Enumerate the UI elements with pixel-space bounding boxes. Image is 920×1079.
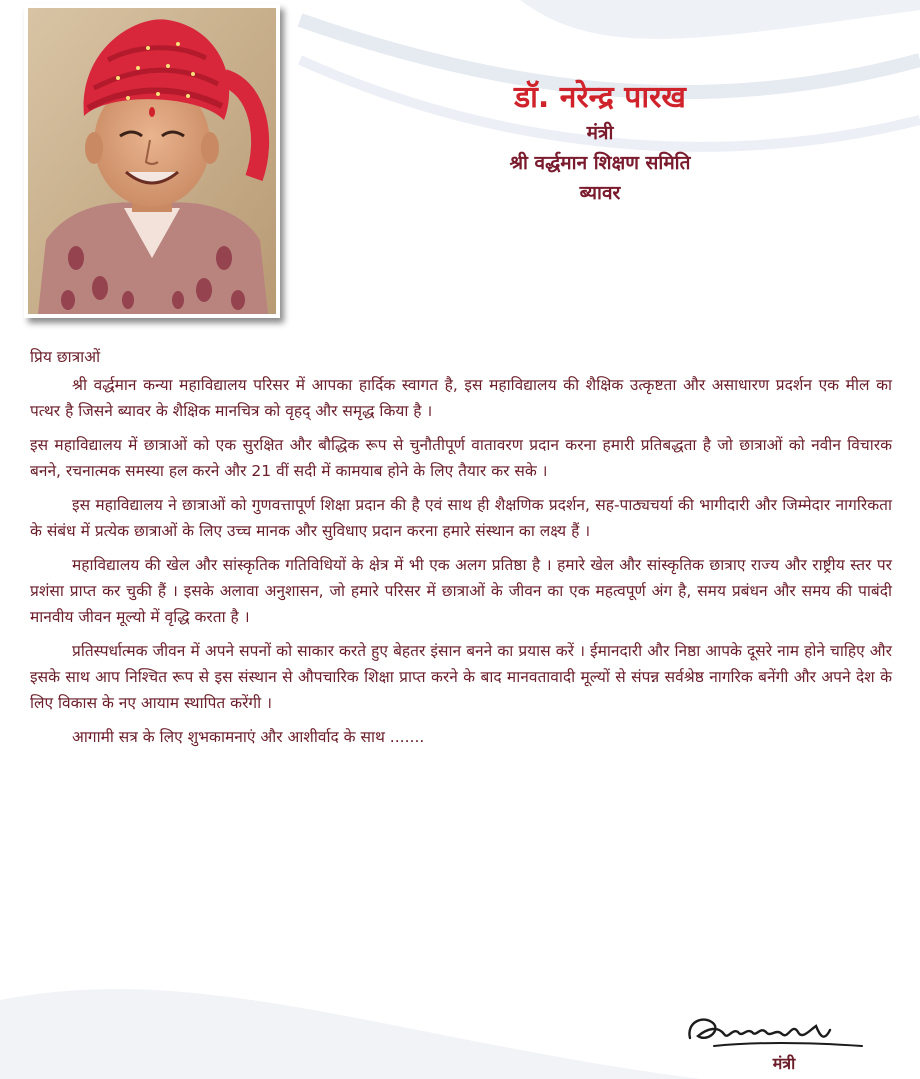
city-name: ब्यावर [579,182,621,204]
signature-designation: मंत्री [772,1054,796,1073]
paragraph-3: इस महाविद्यालय ने छात्राओं को गुणवत्तापूर्ण शिक्षा प्रदान की है एवं साथ ही शैक्षणिक प्रदर्शन, सह-पाठ्यचर्या की भागीदारी और जिम्मेदार नागरिकता के संबंध में प्रत्येक छात्राओं के लिए उच्च मानक और सुविधाए प्रदान करना हमारे संस्थान का लक्ष्य हैं । [30,496,892,540]
letter-body [30,344,892,750]
salutation: प्रिय छात्राओं [30,348,101,366]
portrait-illustration [28,8,276,314]
organization-name: श्री वर्द्धमान शिक्षण समिति [509,152,691,174]
signatory-designation: मंत्री [586,122,614,144]
paragraph-4: महाविद्यालय की खेल और सांस्कृतिक गतिविधियों के क्षेत्र में भी एक अलग प्रतिष्ठा है । हमारे खेल और सांस्कृतिक छात्राए राज्य और राष्ट्रीय स्तर पर प्रशंसा प्राप्त कर चुकी हैं । इसके अलावा अनुशासन, जो हमारे परिसर में छात्राओं के जीवन का एक महत्वपूर्ण अंग है, समय प्रबंधन और समय की पाबंदी मानवीय जीवन मूल्यो में वृद्धि करता है । [30,556,892,626]
portrait-photo [24,4,280,318]
closing-line: आगामी सत्र के लिए शुभकामनाएं और आशीर्वाद के साथ ....... [72,728,425,746]
signatory-name: डॉ. नरेन्द्र पारख [514,80,686,115]
paragraph-1: श्री वर्द्धमान कन्या महाविद्यालय परिसर में आपका हार्दिक स्वागत है, इस महाविद्यालय की शैक्षिक उत्कृष्टता और असाधारण प्रदर्शन एक मील का पत्थर है जिसने ब्यावर के शैक्षिक मानचित्र को वृहद् और समृद्ध किया है । [30,376,892,420]
letter-header [440,78,760,208]
signature-block [680,1000,880,1079]
handwritten-signature [684,1008,868,1052]
paragraph-2: इस महाविद्यालय में छात्राओं को एक सुरक्षित और बौद्धिक रूप से चुनौतीपूर्ण वातावरण प्रदान करना हमारी प्रतिबद्धता है जो छात्राओं को नवीन विचारक बनने, रचनात्मक समस्या हल करने और 21 वीं सदी में कामयाब होने के लिए तैयार कर सके । [30,436,892,480]
paragraph-5: प्रतिस्पर्धात्मक जीवन में अपने सपनों को साकार करते हुए बेहतर इंसान बनने का प्रयास करें । ईमानदारी और निष्ठा आपके दूसरे नाम होने चाहिए और इसके साथ आप निश्चित रूप से इस संस्थान से औपचारिक शिक्षा प्राप्त करने के बाद मानवतावादी मूल्यों से संपन्न सर्वश्रेष्ठ नागरिक बनेंगी और अपने देश के लिए विकास के नए आयाम स्थापित करेंगी । [30,642,892,712]
